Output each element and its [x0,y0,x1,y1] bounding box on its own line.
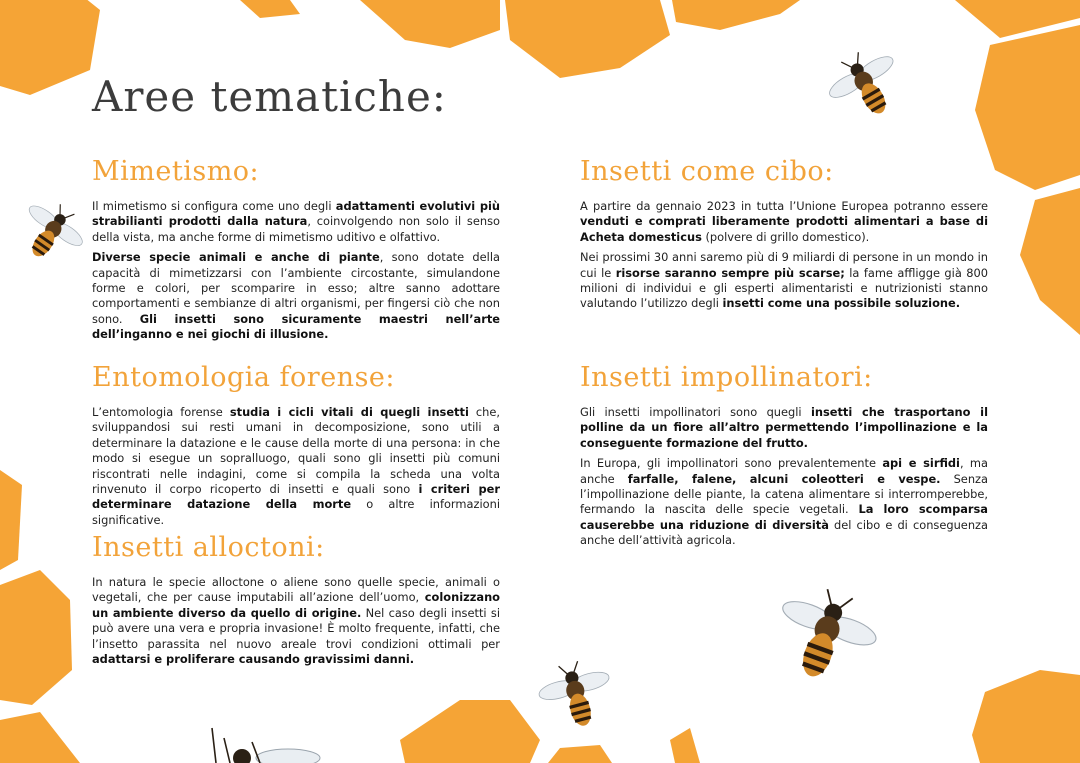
section-heading: Insetti alloctoni: [92,532,325,563]
section-entomologia-forense [92,362,500,533]
paragraph: Nei prossimi 30 anni saremo più di 9 miliardi di persone in un mondo in cui le risorse saranno sempre più scarse; la fame affligge già 800 milioni di individui e gli esperti alimentaristi e nutrizionisti stanno valutando l’utilizzo degli insetti come una possibile soluzione. [580,250,988,311]
paragraph: In Europa, gli impollinatori sono prevalentemente api e sirfidi, ma anche farfalle, falene, alcuni coleotteri e vespe. Senza l’impollinazione delle piante, la catena alimentare si interromperebbe, fermando la nascita delle specie vegetali. La loro scomparsa causerebbe una riduzione di diversità del cibo e di conseguenza anche dell’attività agricola. [580,456,988,548]
section-insetti-impollinatori [580,362,988,554]
section-insetti-alloctoni [92,532,500,672]
section-mimetismo [92,156,500,348]
bee-icon [826,46,908,128]
paragraph: Gli insetti impollinatori sono quegli insetti che trasportano il polline da un fiore all’altro permettendo l’impollinazione e la conseguente formazione del frutto. [580,405,988,450]
honeycomb-hexagon [505,0,670,78]
section-heading: Insetti impollinatori: [580,362,873,393]
honeycomb-hexagon [240,0,300,18]
section-heading: Entomologia forense: [92,362,396,393]
bee-icon [768,582,880,694]
bee-icon [14,198,86,270]
honeycomb-hexagon [0,470,22,570]
paragraph: A partire da gennaio 2023 in tutta l’Unione Europea potranno essere venduti e comprati liberamente prodotti alimentari a base di Acheta domesticus (polvere di grillo domestico). [580,199,988,244]
bee-icon [536,656,618,738]
honeycomb-hexagon [972,670,1080,763]
paragraph: In natura le specie alloctone o aliene sono quelle specie, animali o vegetali, che per cause imputabili all’azione dell’uomo, colonizzano un ambiente diverso da quello di origine. Nel caso degli insetti si può avere una vera e propria invasione! È molto frequente, infatti, che l’insetto parassita nel nuovo areale trovi condizioni ottimali per adattarsi e proliferare causando gravissimi danni. [92,575,501,667]
section-heading: Insetti come cibo: [580,156,834,187]
honeycomb-hexagon [1020,188,1080,335]
paragraph: L’entomologia forense studia i cicli vitali di quegli insetti che, sviluppandosi sui resti umani in decomposizione, sono utili a determinare la datazione e le cause della morte di una persona: in che modo si esegue un sopralluogo, quali sono gli insetti più comuni riscontrati nelle indagini, come si compila la scheda una volta rinvenuto il corpo ricoperto di insetti e quali sono i criteri per determinare datazione della morte o altre informazioni significative. [92,405,500,527]
honeycomb-hexagon [672,0,800,30]
honeycomb-hexagon [0,0,100,95]
section-insetti-come-cibo [580,156,988,317]
paragraph: Diverse specie animali e anche di piante, sono dotate della capacità di mimetizzarsi con l’ambiente circostante, simulandone forme e colori, per scomparire in esso; altre sanno adottare comportamenti e sembianze di altri organismi, per fingersi ciò che non sono. Gli insetti sono sicuramente maestri nell’arte dell’inganno e nei giochi di illusione. [92,250,500,342]
honeycomb-hexagon [360,0,500,48]
honeycomb-hexagon [975,25,1080,190]
honeycomb-hexagon [400,700,540,763]
paragraph: Il mimetismo si configura come uno degli adattamenti evolutivi più strabilianti prodotti dalla natura, coinvolgendo non solo il senso della vista, ma anche forme di mimetismo uditivo e olfattivo. [92,199,500,244]
bee-icon [200,722,330,763]
honeycomb-hexagon [0,712,80,763]
honeycomb-hexagon [0,570,72,705]
section-heading: Mimetismo: [92,156,260,187]
page-title: Aree tematiche: [92,72,447,121]
honeycomb-hexagon [548,745,612,763]
honeycomb-hexagon [670,728,700,763]
